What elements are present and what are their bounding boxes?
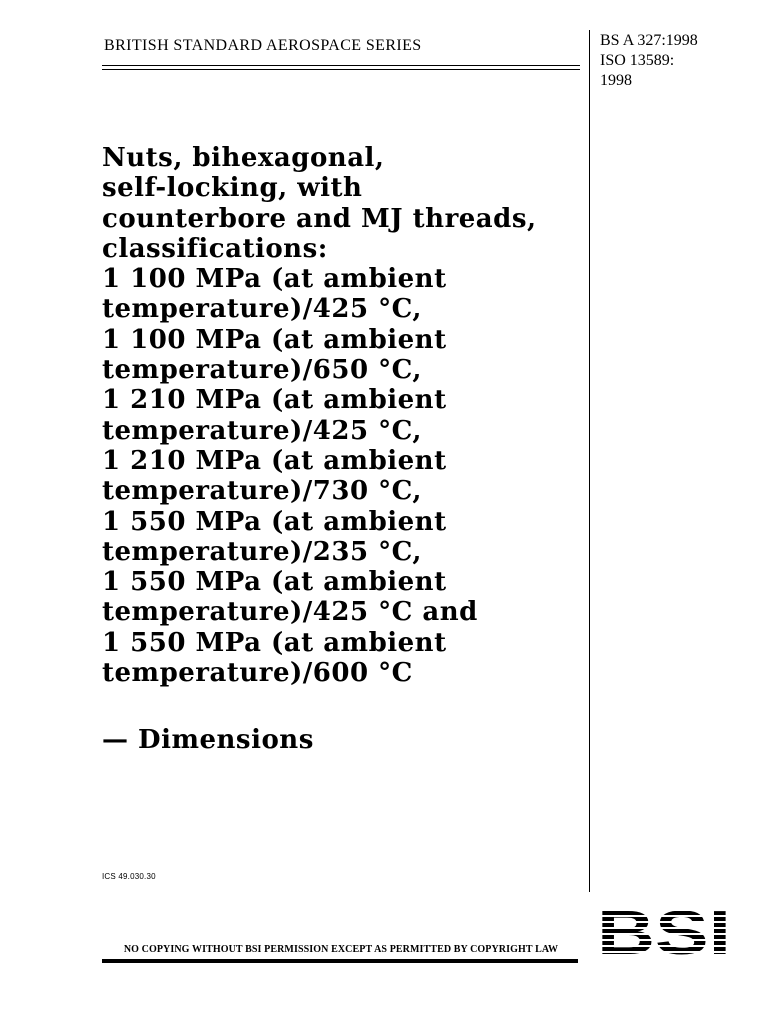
- ics-code: ICS 49.030.30: [102, 872, 156, 881]
- bsi-logo: [596, 905, 734, 959]
- title-line: 1 100 MPa (at ambient: [102, 264, 447, 295]
- standard-number-line: 1998: [600, 72, 632, 89]
- standard-number-line: ISO 13589:: [600, 52, 675, 69]
- standard-number-line: BS A 327:1998: [600, 32, 698, 49]
- title-line: 1 550 MPa (at ambient: [102, 567, 447, 598]
- header-rule-bottom: [102, 69, 580, 70]
- title-line: temperature)/425 °C,: [102, 294, 422, 325]
- standard-numbers: [600, 31, 760, 91]
- title-line: temperature)/235 °C,: [102, 536, 422, 567]
- vertical-rule: [589, 30, 590, 892]
- title-line: self-locking, with: [102, 173, 363, 204]
- title-line: 1 100 MPa (at ambient: [102, 324, 447, 355]
- title-line: 1 550 MPa (at ambient: [102, 506, 447, 537]
- document-subtitle: — Dimensions: [102, 725, 314, 755]
- series-header: BRITISH STANDARD AEROSPACE SERIES: [104, 37, 422, 54]
- bottom-rule: [102, 959, 578, 963]
- title-line: temperature)/600 °C: [102, 658, 413, 689]
- title-line: temperature)/425 °C,: [102, 415, 422, 446]
- title-line: counterbore and MJ threads,: [102, 203, 537, 234]
- title-line: Nuts, bihexagonal,: [102, 143, 385, 173]
- document-title: [102, 143, 582, 688]
- title-line: 1 550 MPa (at ambient: [102, 627, 447, 658]
- title-line: temperature)/425 °C and: [102, 597, 478, 628]
- header-rule-top: [102, 65, 580, 66]
- title-line: 1 210 MPa (at ambient: [102, 385, 447, 416]
- title-line: temperature)/650 °C,: [102, 355, 422, 386]
- title-line: 1 210 MPa (at ambient: [102, 445, 447, 476]
- copyright-notice: NO COPYING WITHOUT BSI PERMISSION EXCEPT AS PERMITTED BY COPYRIGHT LAW: [123, 944, 559, 955]
- title-line: temperature)/730 °C,: [102, 476, 422, 507]
- title-line: classifications:: [102, 233, 328, 264]
